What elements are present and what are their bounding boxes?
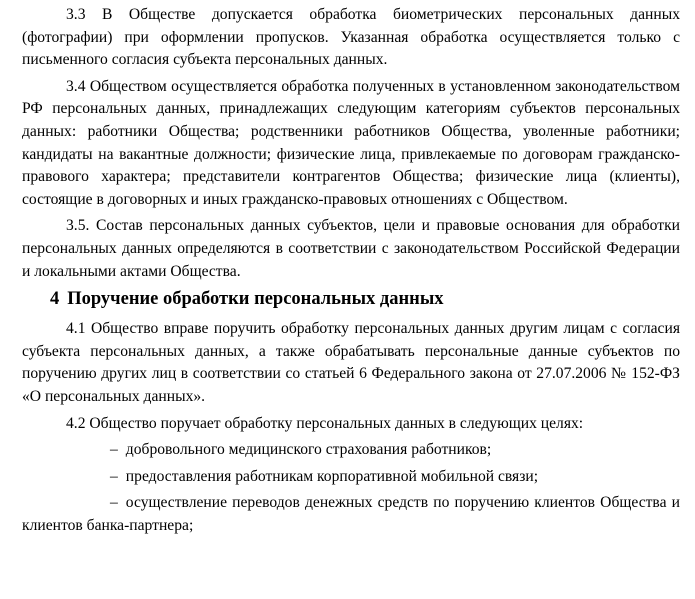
paragraph-3-3: 3.3 В Обществе допускается обработка биометрических персональных данных (фотографии) при оформлении пропусков. Указанная обработка осуществляется только с письменного согласия субъекта персональных данных. (22, 6, 680, 69)
list-item (22, 492, 680, 537)
paragraph-4-2: 4.2 Общество поручает обработку персональных данных в следующих целях: (66, 414, 584, 432)
section-title: Поручение обработки персональных данных (67, 289, 444, 310)
section-number: 4 (50, 289, 60, 310)
list-dash: – (110, 494, 118, 512)
document-page (22, 4, 680, 541)
list-item (22, 439, 680, 462)
paragraph-3-5: 3.5. Состав персональных данных субъектов, цели и правовые основания для обработки персональных данных определяются в соответствии с законодательством Российской Федерации и локальными актами Общества. (22, 217, 680, 280)
paragraph-3-4: 3.4 Обществом осуществляется обработка полученных в установленном законодательством РФ персональных данных, принадлежащих следующим категориям субъектов персональных данных: работники Общества; родственники работников Общества, уволенные работники; кандидаты на вакантные должности; физические лица, привлекаемые по договорам гражданско-правового характера; представители контрагентов Общества; физические лица (клиенты), состоящие в договорных и иных гражданско-правовых отношениях с Обществом. (22, 77, 680, 208)
list-item-text: добровольного медицинского страхования работников; (125, 441, 492, 459)
list-item-text: предоставления работникам корпоративной мобильной связи; (125, 467, 539, 485)
list-dash: – (110, 441, 118, 459)
paragraph-4-1: 4.1 Общество вправе поручить обработку персональных данных другим лицам с согласия субъекта персональных данных, а также обрабатывать персональные данные субъектов по поручению других лиц в соответствии со статьей 6 Федерального закона от 27.07.2006 № 152-ФЗ «О персональных данных». (22, 320, 680, 405)
section-heading (50, 287, 680, 312)
list-item (22, 466, 680, 489)
list-dash: – (110, 467, 118, 485)
list-item-text: осуществление переводов денежных средств по поручению клиентов Общества и клиентов банка-партнера; (22, 494, 680, 534)
